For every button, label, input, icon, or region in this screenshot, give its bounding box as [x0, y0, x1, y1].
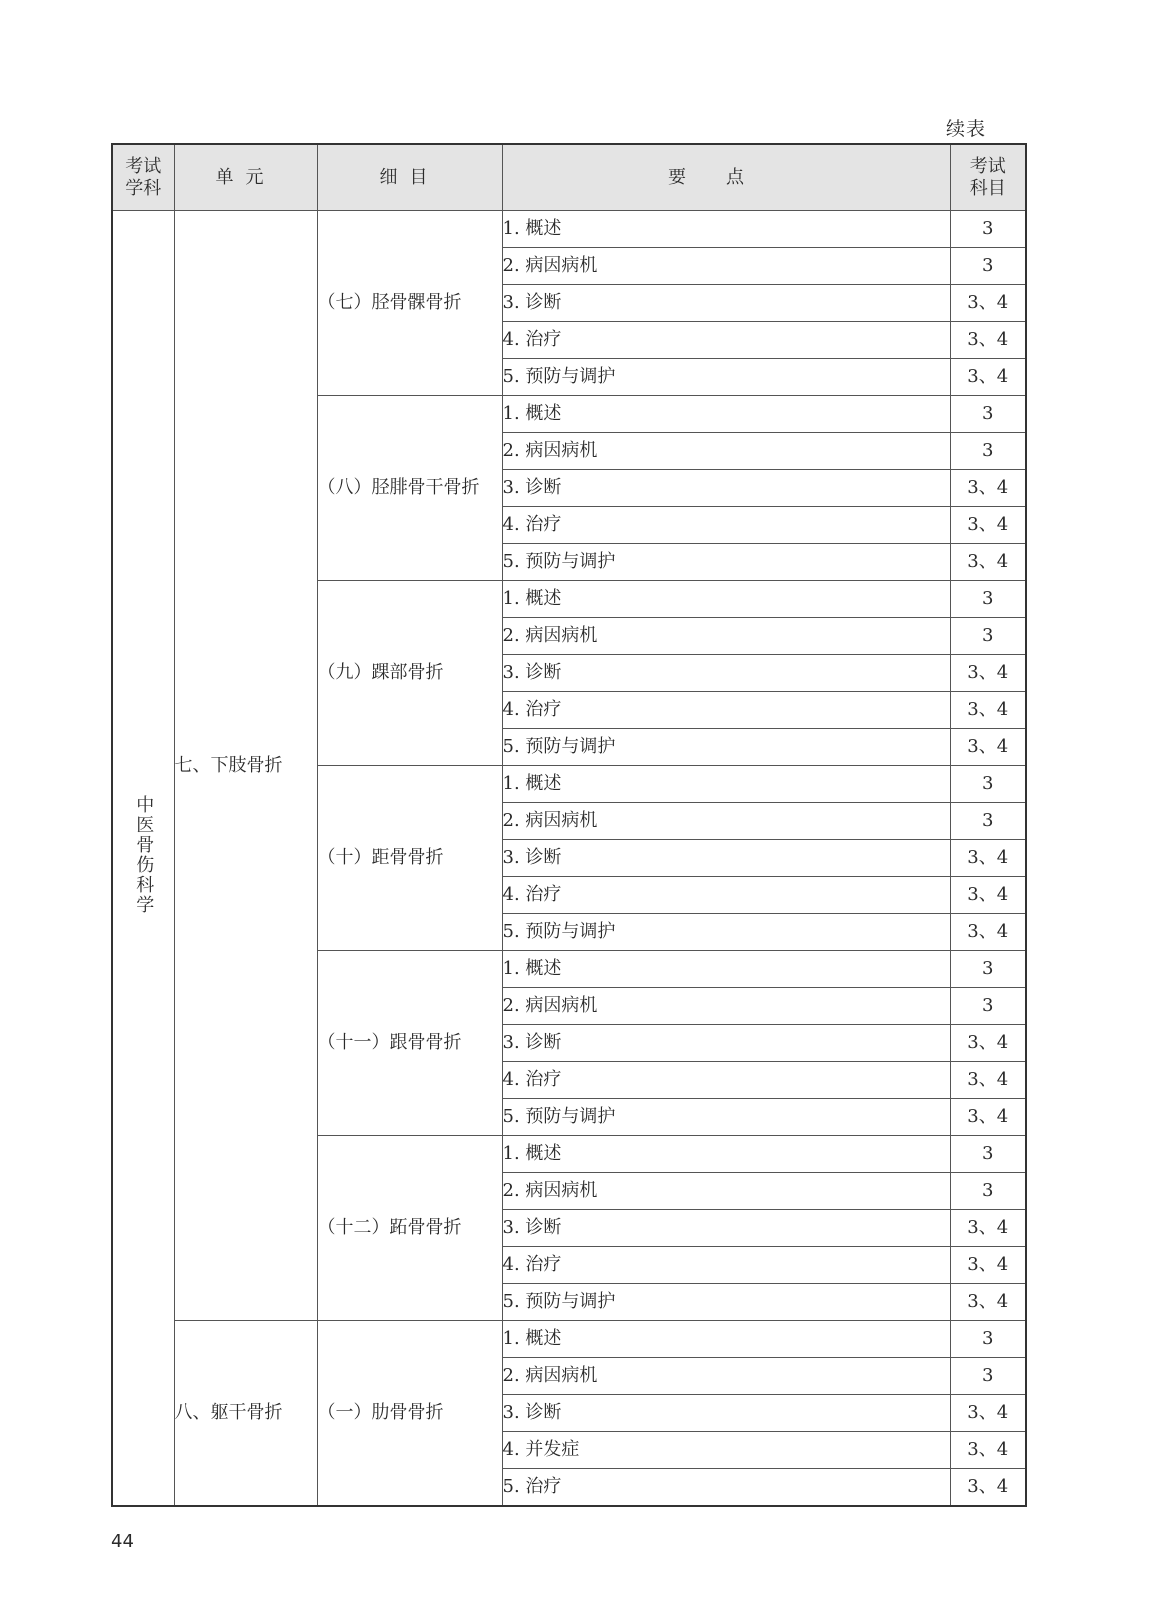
exam-subject-cell: 3、4 [950, 840, 1026, 877]
exam-subject-cell: 3 [950, 581, 1026, 618]
exam-subject-cell: 3 [950, 951, 1026, 988]
header-detail: 细目 [317, 144, 502, 211]
header-subject-line: 学科 [125, 177, 162, 199]
detail-cell: （七）胫骨髁骨折 [317, 211, 502, 396]
table-row [112, 1321, 1026, 1358]
exam-subject-cell: 3、4 [950, 1025, 1026, 1062]
point-cell: 3. 诊断 [502, 1025, 950, 1062]
exam-subject-cell: 3 [950, 766, 1026, 803]
point-cell: 1. 概述 [502, 951, 950, 988]
point-cell: 3. 诊断 [502, 655, 950, 692]
table-header [112, 144, 1026, 211]
header-exam-subject [950, 144, 1026, 211]
point-cell: 5. 预防与调护 [502, 1099, 950, 1136]
point-cell: 2. 病因病机 [502, 433, 950, 470]
exam-subject-cell: 3、4 [950, 470, 1026, 507]
point-cell: 4. 治疗 [502, 507, 950, 544]
exam-subject-cell: 3、4 [950, 1469, 1026, 1507]
point-cell: 4. 并发症 [502, 1432, 950, 1469]
point-cell: 3. 诊断 [502, 285, 950, 322]
point-cell: 4. 治疗 [502, 322, 950, 359]
point-cell: 4. 治疗 [502, 877, 950, 914]
header-exam-line: 科目 [969, 177, 1006, 199]
point-cell: 1. 概述 [502, 581, 950, 618]
point-cell: 5. 治疗 [502, 1469, 950, 1507]
table-body [112, 211, 1026, 1507]
point-cell: 2. 病因病机 [502, 248, 950, 285]
exam-subject-cell: 3 [950, 433, 1026, 470]
exam-subject-cell: 3、4 [950, 507, 1026, 544]
header-point: 要点 [502, 144, 950, 211]
point-cell: 5. 预防与调护 [502, 1284, 950, 1321]
point-cell: 4. 治疗 [502, 692, 950, 729]
exam-subject-cell: 3、4 [950, 1284, 1026, 1321]
exam-subject-cell: 3 [950, 618, 1026, 655]
exam-subject-cell: 3、4 [950, 655, 1026, 692]
exam-subject-cell: 3 [950, 1321, 1026, 1358]
subject-cell [112, 211, 174, 1507]
exam-subject-cell: 3、4 [950, 877, 1026, 914]
exam-subject-cell: 3、4 [950, 322, 1026, 359]
point-cell: 5. 预防与调护 [502, 544, 950, 581]
exam-subject-cell: 3、4 [950, 285, 1026, 322]
exam-subject-cell: 3、4 [950, 1099, 1026, 1136]
detail-cell: （一）肋骨骨折 [317, 1321, 502, 1507]
detail-cell: （十一）跟骨骨折 [317, 951, 502, 1136]
exam-subject-cell: 3、4 [950, 1247, 1026, 1284]
detail-cell: （十二）跖骨骨折 [317, 1136, 502, 1321]
point-cell: 5. 预防与调护 [502, 914, 950, 951]
exam-subject-cell: 3 [950, 803, 1026, 840]
unit-cell: 八、躯干骨折 [174, 1321, 317, 1507]
exam-subject-cell: 3、4 [950, 1432, 1026, 1469]
exam-subject-cell: 3 [950, 396, 1026, 433]
exam-subject-cell: 3 [950, 1358, 1026, 1395]
exam-subject-cell: 3、4 [950, 729, 1026, 766]
exam-subject-cell: 3、4 [950, 1395, 1026, 1432]
exam-subject-cell: 3 [950, 1136, 1026, 1173]
header-subject-line: 考试 [125, 155, 162, 177]
header-subject [112, 144, 174, 211]
point-cell: 2. 病因病机 [502, 1358, 950, 1395]
point-cell: 1. 概述 [502, 396, 950, 433]
point-cell: 3. 诊断 [502, 840, 950, 877]
header-unit: 单元 [174, 144, 317, 211]
exam-subject-cell: 3 [950, 988, 1026, 1025]
point-cell: 1. 概述 [502, 211, 950, 248]
exam-subject-cell: 3、4 [950, 544, 1026, 581]
point-cell: 2. 病因病机 [502, 988, 950, 1025]
exam-subject-cell: 3、4 [950, 1210, 1026, 1247]
table-continued-caption: 续表 [946, 118, 987, 140]
exam-subject-cell: 3、4 [950, 359, 1026, 396]
exam-subject-cell: 3 [950, 1173, 1026, 1210]
exam-subject-cell: 3、4 [950, 1062, 1026, 1099]
point-cell: 4. 治疗 [502, 1062, 950, 1099]
point-cell: 4. 治疗 [502, 1247, 950, 1284]
point-cell: 2. 病因病机 [502, 618, 950, 655]
point-cell: 3. 诊断 [502, 1395, 950, 1432]
exam-subject-cell: 3 [950, 211, 1026, 248]
unit-cell: 七、下肢骨折 [174, 211, 317, 1321]
point-cell: 3. 诊断 [502, 1210, 950, 1247]
point-cell: 2. 病因病机 [502, 1173, 950, 1210]
point-cell: 3. 诊断 [502, 470, 950, 507]
exam-subject-cell: 3、4 [950, 914, 1026, 951]
detail-cell: （九）踝部骨折 [317, 581, 502, 766]
detail-cell: （八）胫腓骨干骨折 [317, 396, 502, 581]
point-cell: 5. 预防与调护 [502, 729, 950, 766]
exam-subject-cell: 3、4 [950, 692, 1026, 729]
exam-subject-cell: 3 [950, 248, 1026, 285]
page-number: 44 [111, 1531, 134, 1552]
point-cell: 1. 概述 [502, 766, 950, 803]
point-cell: 5. 预防与调护 [502, 359, 950, 396]
point-cell: 1. 概述 [502, 1321, 950, 1358]
exam-outline-table [111, 143, 1027, 1507]
detail-cell: （十）距骨骨折 [317, 766, 502, 951]
point-cell: 1. 概述 [502, 1136, 950, 1173]
point-cell: 2. 病因病机 [502, 803, 950, 840]
subject-label: 中医骨伤科学 [133, 795, 155, 915]
table-row [112, 211, 1026, 248]
header-exam-line: 考试 [969, 155, 1006, 177]
